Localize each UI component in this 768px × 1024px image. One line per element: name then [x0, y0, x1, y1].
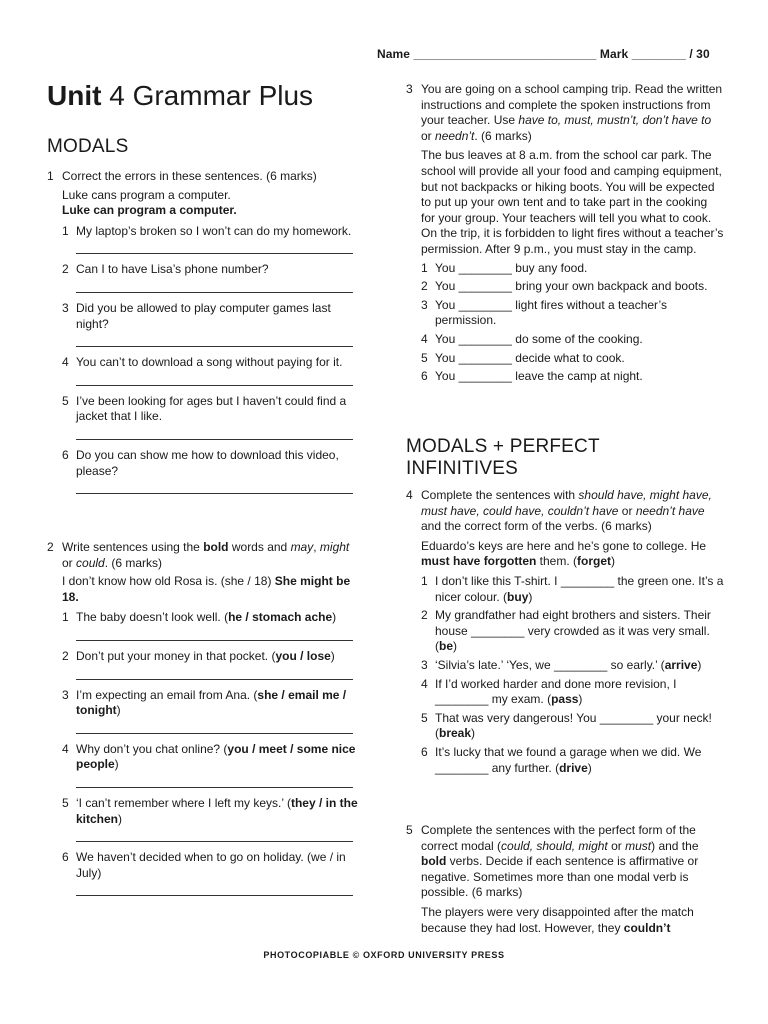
exercise-instruction: You are going on a school camping trip. Read the written instructions and complete the spoken instructions from your teacher. Use have to, must, mustn’t, don’t have to or needn’t. (6 marks)	[421, 82, 723, 143]
exercise-1	[47, 169, 363, 494]
list-item: 6 It’s lucky that we found a garage when we did. We ________ any further. (drive)	[421, 744, 702, 775]
list-item: 5 That was very dangerous! You ________ your neck! (break)	[421, 710, 712, 741]
list-item: 1 You ________ buy any food.	[421, 260, 588, 275]
list-item: 3 I’m expecting an email from Ana. (she / email me / tonight)	[62, 687, 347, 718]
list-item: 1 My laptop’s broken so I won’t can do my homework.	[62, 223, 352, 238]
list-item: 5 ‘I can’t remember where I left my keys.’ (they / in the kitchen)	[62, 795, 358, 826]
exercise-number: 1	[47, 169, 54, 183]
exercise-number: 4	[406, 488, 413, 502]
exercise-instruction: Write sentences using the bold words and may, might or could. (6 marks)	[62, 540, 350, 570]
list-item: 6 Do you can show me how to download this video, please?	[62, 447, 339, 478]
unit-rest: 4 Grammar Plus	[101, 80, 314, 111]
unit-word: Unit	[47, 80, 102, 111]
exercise-number: 5	[406, 823, 413, 837]
example-answer: must have forgotten	[421, 554, 537, 569]
list-item: 4 If I’d worked harder and done more revision, I ________ my exam. (pass)	[421, 676, 677, 707]
answer-line[interactable]	[76, 895, 353, 896]
exercise-instruction: Complete the sentences with the perfect form of the correct modal (could, should, might or must) and the bold verbs. Decide if each sentence is affirmative or negative. Sometimes more than one modal verb is possible. (6 marks)	[421, 823, 699, 900]
exercise-instruction: Complete the sentences with should have, might have, must have, could have, couldn’t have or needn’t have and the correct form of the verbs. (6 marks)	[421, 488, 712, 534]
exercise-2	[47, 540, 363, 896]
list-item: 3 You ________ light fires without a teacher’s permission.	[421, 297, 667, 328]
exercise-number: 3	[406, 82, 413, 96]
list-item: 4 You ________ do some of the cooking.	[421, 331, 643, 346]
list-item: 2 Don’t put your money in that pocket. (you / lose)	[62, 648, 335, 663]
answer-line[interactable]	[76, 493, 353, 494]
section-title-modals-perfect: MODALS + PERFECT INFINITIVES	[406, 436, 600, 479]
reading-passage: The bus leaves at 8 a.m. from the school car park. The school will provide all your food and camping equipment, but not backpacks or hiking boots. You will be expected to put up your own tent and to take part in the cooking for your group. Your teachers will tell you what to cook. On the trip, it is forbidden to light fires without a teacher’s permission. After 9 p.m., you must stay in the camp.	[421, 148, 724, 256]
example-sentence: The players were very disappointed after the match because they had lost. However, they couldn’t	[421, 904, 694, 935]
exercise-3	[406, 82, 724, 385]
list-item: 3 ‘Silvia’s late.’ ‘Yes, we ________ so early.’ (arrive)	[421, 657, 702, 672]
list-item: 4 Why don’t you chat online? (you / meet / some nice people)	[62, 741, 356, 772]
example-sentence: I don’t know how old Rosa is. (she / 18) She might be 18.	[62, 574, 351, 604]
list-item: 4 You can’t to download a song without paying for it.	[62, 355, 343, 370]
exercise-5	[406, 823, 724, 936]
exercise-4	[406, 488, 724, 776]
example-sentence: Luke cans program a computer.	[62, 187, 231, 202]
list-item: 6 We haven’t decided when to go on holiday. (we / in July)	[62, 850, 346, 880]
example-answer: She might be 18.	[62, 574, 351, 604]
list-item: 1 I don’t like this T-shirt. I ________ the green one. It’s a nicer colour. (buy)	[421, 573, 724, 604]
example-answer: couldn’t	[623, 920, 671, 935]
example-sentence: Eduardo’s keys are here and he’s gone to college. He must have forgotten them. (forget)	[421, 538, 707, 569]
list-item: 1 The baby doesn’t look well. (he / stomach ache)	[62, 610, 337, 625]
list-item: 2 You ________ bring your own backpack and boots.	[421, 279, 708, 294]
footer-copyright: PHOTOCOPIABLE © OXFORD UNIVERSITY PRESS	[263, 950, 505, 960]
example-answer: Luke can program a computer.	[62, 203, 237, 218]
page-title	[47, 80, 313, 112]
list-item: 5 I’ve been looking for ages but I haven’t could find a jacket that I like.	[62, 393, 347, 424]
section-title-modals: MODALS	[47, 136, 129, 157]
list-item: 2 My grandfather had eight brothers and sisters. Their house ________ very crowded as it was very small. (be)	[421, 608, 711, 654]
list-item: 2 Can I to have Lisa’s phone number?	[62, 262, 269, 277]
list-item: 3 Did you be allowed to play computer games last night?	[62, 300, 331, 331]
name-mark-line: Name ___________________________ Mark ________ / 30	[377, 47, 710, 61]
list-item: 5 You ________ decide what to cook.	[421, 350, 625, 365]
exercise-number: 2	[47, 540, 54, 554]
list-item: 6 You ________ leave the camp at night.	[421, 369, 643, 384]
exercise-instruction: Correct the errors in these sentences. (6 marks)	[62, 169, 317, 183]
